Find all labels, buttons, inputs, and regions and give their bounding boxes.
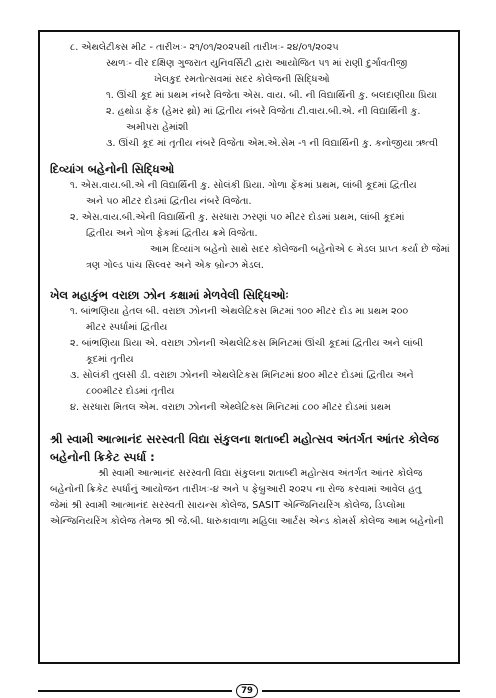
result-item: ૩. ઊંચી કૂદ માં તૃતીય નંબરે વિજેતા એમ.એ.સેમ -૧ ની વિદ્યાર્થિની કુ. કનોજીયા ઋત્વી	[106, 138, 438, 149]
divyang-item-cont: દ્વિતીય અને ગોળ ફેકમાં દ્વિતીય ક્રમે વિજેતા.	[86, 228, 258, 239]
page-number: 79	[236, 684, 258, 698]
divyang-summary-cont: ત્રણ ગોલ્ડ પાંચ સિલ્વર અને એક બ્રોન્ઝ મેડલ.	[86, 260, 264, 271]
result-item: ૨. હથોડા ફેંક (હેમર થ્રો) માં દ્વિતીય નંબરે વિજેતા ટી.વાય.બી.એ. ની વિદ્યાર્થિની કુ.	[106, 106, 421, 117]
khel-item: ૪. સરધારા મિતલ એમ. વરાછા ઝોનની એથ્લેટિક્સ મિનિટમાં ૮૦૦ મીટર દોડમાં પ્રથમ	[70, 402, 391, 413]
khel-item: ૨. બાંભણિયા પ્રિયા એ. વરાછા ઝોનની એથલેટિકસ મિનિટમાં ઊંચી કૂદમાં દ્વિતીય અને લાંબી	[70, 338, 424, 349]
athletics-meet-item: ૮. એથલેટીક્સ મીટ - તારીખઃ- ૨૧/૦૧/૨૦૨૫થી તારીખઃ- ૨૪/૦૧/૨૦૨૫	[70, 42, 339, 53]
venue-line: સ્થળઃ- વીર દક્ષિણ ગુજરાત યુનિવર્સિટી દ્વારા આયોજિત ૫૧ માં રાણી દુર્ગાવતીજી	[106, 58, 408, 69]
divyang-item: ૨. એસ.વાય.બી.એની વિદ્યાર્થિની કુ. સરધારા ઝરણાં ૫૦ મીટર દોડમાં પ્રથમ, લાંબી કૂદમાં	[70, 212, 405, 223]
footer-rule-right	[262, 690, 460, 692]
divyang-heading: દિવ્યાંગ બહેનોની સિદ્ધિઓ	[50, 162, 175, 176]
cricket-paragraph: શ્રી સ્વામી આત્માનંદ સરસ્વતી વિદ્યા સંકુલના શતાબ્દી મહોત્સવ અંતર્ગત આંતર કોલેજ	[98, 468, 423, 479]
footer-rule-left	[38, 690, 232, 692]
cricket-heading-cont: બહેનોની ક્રિકેટ સ્પર્ધા :	[50, 450, 155, 464]
khel-item: ૧. બાંભણિયા હેતલ બી. વરાછા ઝોનની એથલેટિકસ મિટમાં ૧૦૦ મીટર દોડ મા પ્રથમ ૨૦૦	[70, 306, 409, 317]
khel-item-cont: મીટર સ્પર્ધામાં દ્વિતીય	[86, 322, 168, 333]
cricket-paragraph: એન્જિનિયરિંગ કોલેજ તેમજ શ્રી જે.બી. ધારુકાવાળા મહિલા આર્ટસ એન્ડ કોમર્સ કોલેજ આમ બહેનોની	[50, 516, 444, 527]
khel-item-cont: ૮૦૦મીટર દોડમાં તૃતીય	[86, 386, 175, 397]
divyang-summary: આમ દિવ્યાંગ બહેનો સાથે સદર કોલેજની બહેનોએ ૯ મેડલ પ્રાપ્ત કર્યા છે જેમાં	[150, 244, 450, 255]
page-content	[50, 40, 448, 530]
khel-heading: ખેલ મહાકુંભ વરાછા ઝોન કક્ષામાં મેળવેલી સિદ્ધિઓઃ	[50, 288, 289, 302]
khel-item: ૩. સોલંકી તુલસી ડી. વરાછા ઝોનની એથલેટિકસ મિનિટમાં ૪૦૦ મીટર દોડમાં દ્વિતીય અને	[70, 370, 414, 381]
divyang-item: ૧. એસ.વાય.બી.એ ની વિદ્યાર્થિની કુ. સોલંકી પ્રિયા. ગોળા ફેંકમાં પ્રથમ, લાંબી કૂદમાં દ્વિતીય	[70, 180, 417, 191]
cricket-heading: શ્રી સ્વામી આત્માનંદ સરસ્વતી વિદ્યા સંકુલના શતાબ્દી મહોત્સવ અંતર્ગત આંતર કોલેજ	[50, 432, 439, 446]
cricket-paragraph: જેમાં શ્રી સ્વામી આત્માનંદ સરસ્વતી સાયન્સ કોલેજ, SASIT એન્જિનિયરિંગ કોલેજ, ડિપ્લોમા	[50, 500, 406, 511]
divyang-item-cont: અને ૫૦ મીટર દોડમાં દ્વિતીય નંબરે વિજેતા.	[86, 196, 252, 207]
result-item: ૧. ઊંચી કૂદ માં પ્રથમ નંબરે વિજેતા એસ. વાય. બી. ની વિદ્યાર્થિની કુ. બલદાણીયા પ્રિયા	[106, 90, 437, 101]
cricket-paragraph: બહેનોની ક્રિકેટ સ્પર્ધાનું આયોજન તારીખઃ-૪ અને ૫ ફેબ્રુઆરી ૨૦૨૫ ના રોજ કરવામાં આવેલ હતુ	[50, 484, 422, 495]
venue-line-cont: ખેલકુદ રમતોત્સવમાં સદર કોલેજની સિદ્ધિઓ	[154, 74, 330, 85]
result-item-cont: અમીપરા હેમાંશી	[126, 122, 189, 133]
khel-item-cont: કૂદમાં તૃતીય	[86, 354, 134, 365]
